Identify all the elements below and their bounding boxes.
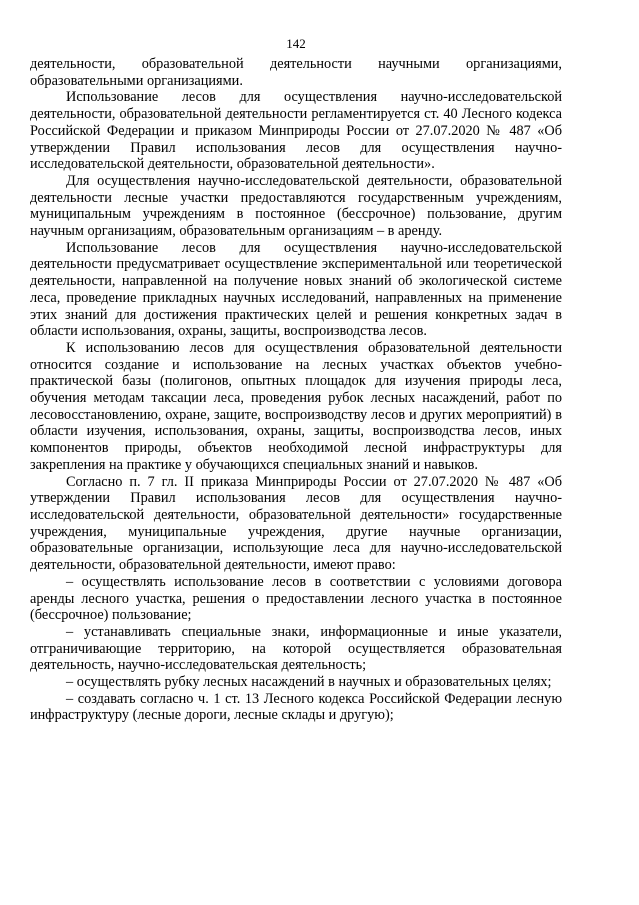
page-number: 142 [286, 36, 306, 51]
paragraph-research-use: Использование лесов для осуществления научно-исследовательской деятельности предусматривает осуществление экспериментальной или теоретической деятельности, направленной на получение новых знаний об экологической системе леса, проведение прикладных научных исследований, направленных на применение этих знаний для достижения практических целей и решения конкретных задач в области использования, охраны, защиты, воспроизводства лесов. [30, 239, 562, 340]
paragraph-land-provision: Для осуществления научно-исследовательской деятельности, образовательной деятельности лесные участки предоставляются государственным учреждениям, муниципальным учреждениям в постоянное (бессрочное) пользование, другим научным организациям, образовательным организациям – в аренду. [30, 172, 562, 240]
list-item-right-4: – создавать согласно ч. 1 ст. 13 Лесного кодекса Российской Федерации лесную инфраструктуру (лесные дороги, лесные склады и другую); [30, 690, 562, 724]
list-item-right-2: – устанавливать специальные знаки, информационные и иные указатели, отграничивающие территорию, на которой осуществляется образовательная деятельность, научно-исследовательская деятельность; [30, 623, 562, 674]
list-item-right-3: – осуществлять рубку лесных насаждений в научных и образовательных целях; [66, 674, 552, 691]
paragraph-regulation: Использование лесов для осуществления научно-исследовательской деятельности, образовательной деятельности регламентируется ст. 40 Лесного кодекса Российской Федерации и приказом Минприроды России от 27.07.2020 № 487 «Об утверждении Правил использования лесов для осуществления научно-исследовательской деятельности, образовательной деятельности». [30, 89, 562, 173]
document-page [30, 36, 562, 724]
paragraph-continuation: деятельности, образовательной деятельности научными организациями, образовательными организациями. [30, 56, 562, 89]
paragraph-rights-intro: Согласно п. 7 гл. II приказа Минприроды России от 27.07.2020 № 487 «Об утверждении Правил использования лесов для осуществления научно-исследовательской деятельности, образовательной деятельности» государственные учреждения, муниципальные учреждения, другие научные организации, образовательные организации, использующие леса для научно-исследовательской деятельности, образовательной деятельности, имеют право: [30, 473, 562, 574]
list-item-right-1: – осуществлять использование лесов в соответствии с условиями договора аренды лесного участка, решения о предоставлении лесного участка в постоянное (бессрочное) пользование; [30, 573, 562, 624]
paragraph-educational-use: К использованию лесов для осуществления образовательной деятельности относится создание и использование на лесных участках объектов учебно-практической базы (полигонов, опытных площадок для изучения природы леса, обучения методам таксации леса, проведения рубок лесных насаждений, работ по лесовосстановлению, охране, защите, воспроизводству лесов и других мероприятий) в области изучения, использования, охраны, защиты, воспроизводства лесов, иных компонентов природы, объектов необходимой лесной инфраструктуры для закрепления на практике у обучающихся специальных знаний и навыков. [30, 339, 562, 473]
